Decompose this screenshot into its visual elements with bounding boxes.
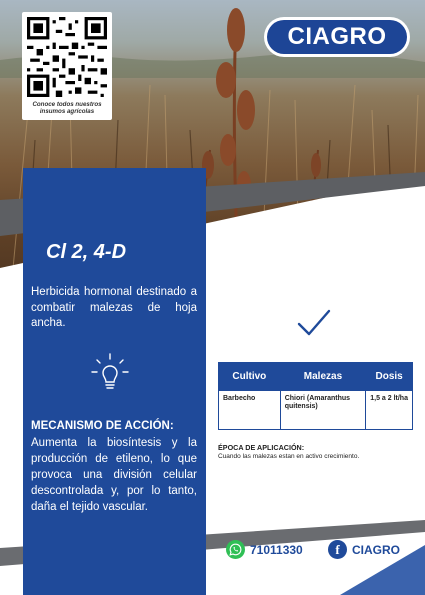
cell-cultivo: Barbecho xyxy=(219,391,281,430)
mechanism-text: Aumenta la biosíntesis y la producción de etileno, lo que provoca una división celular descontrolada y, por lo tanto, daña el tejido vascular. xyxy=(31,437,197,513)
logo-text: CIAGRO xyxy=(267,20,407,54)
header-dosis: Dosis xyxy=(366,363,413,391)
whatsapp-contact[interactable] xyxy=(226,540,303,559)
mechanism-title: MECANISMO DE ACCIÓN: xyxy=(31,420,174,432)
application-text: Cuando las malezas estan en activo crecimiento. xyxy=(218,453,360,460)
qr-caption: Conoce todos nuestros insumos agrícolas xyxy=(32,101,102,115)
facebook-name: CIAGRO xyxy=(352,542,400,557)
header-cultivo: Cultivo xyxy=(219,363,281,391)
qr-card[interactable] xyxy=(22,12,112,120)
whatsapp-number: 71011330 xyxy=(250,542,303,557)
qr-code-icon xyxy=(27,17,107,97)
whatsapp-icon xyxy=(226,540,245,559)
cell-malezas: Chiori (Amaranthus quitensis) xyxy=(280,391,366,430)
lightbulb-icon xyxy=(90,352,130,392)
ciagro-logo xyxy=(264,17,410,57)
checkmark-icon xyxy=(297,308,331,338)
product-title: Cl 2, 4-D xyxy=(46,241,127,263)
header-malezas: Malezas xyxy=(280,363,366,391)
table-header-row xyxy=(219,363,413,391)
cell-dosis: 1,5 a 2 lt/ha xyxy=(366,391,413,430)
facebook-contact[interactable] xyxy=(328,540,400,559)
product-description: Herbicida hormonal destinado a combatir malezas de hoja ancha. xyxy=(31,286,197,329)
dosage-table xyxy=(218,362,413,430)
facebook-icon: f xyxy=(328,540,347,559)
table-row xyxy=(219,391,413,430)
application-title: ÉPOCA DE APLICACIÓN: xyxy=(218,443,305,452)
